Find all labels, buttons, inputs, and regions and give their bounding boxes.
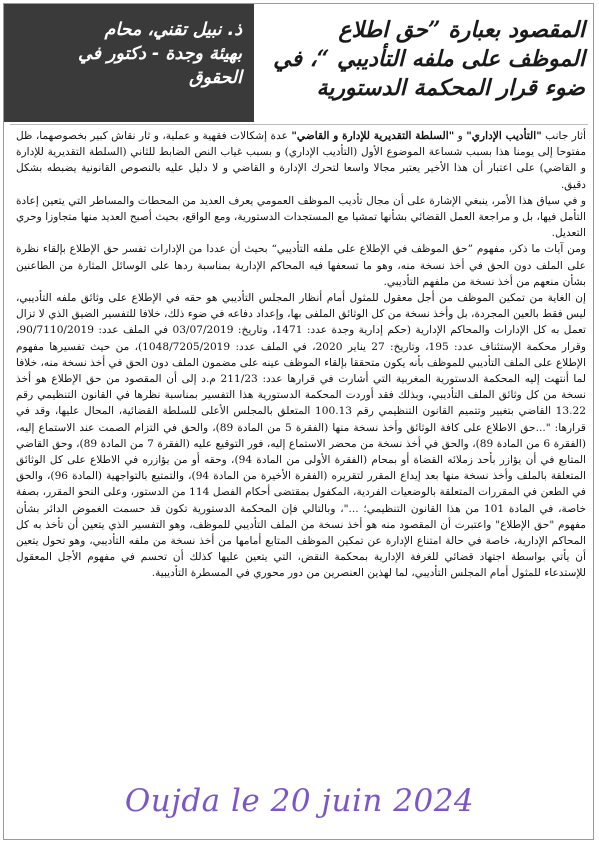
author-line-3: الحقوق — [189, 68, 242, 88]
paragraph-2: و في سياق هذا الأمر، ينبغي الإشارة على أن مجال تأديب الموظف العمومي يعرف العديد من المحطات والمساطر التي يتعين إعادة التأمل فيها، بل و مراجعة العمل القضائي بشأنها تمشيا مع المستجدات الدستورية، ومع الواقع، بحيث أصبح العديد منها متجاوزا وحري التعديل. — [16, 194, 586, 240]
article-body — [16, 128, 586, 582]
article-title — [259, 6, 589, 120]
paragraph-4: إن الغاية من تمكين الموظف من أجل معقول للمثول أمام أنظار المجلس التأديبي هو حقه في الإطلاع على وثائق ملفه التأديبي، ليس فقط بالعين المجردة، بل وأخذ نسخة من كل الوثائق الملفى بها، وإعداد دفاعه في ضوء ذلك، خلافا للتفسير الضيق الذي لا تزال تعمل به كل الإدارات والمحاكم الإدارية (حكم إدارية وجدة عدد: 1471، وتاريخ: 03/07/2019 في الملف عدد: 90/7110/2019، وقرار محكمة الإستئناف عدد: 195، وتاريخ: 27 يناير 2020، في الملف عدد: 1048/7205/2019)، من حيث تفسيرها مفهوم الإطلاع على الملف التأديبي للموظف بأنه يكون متحققا بإلقاء الموظف عينه على مضمون الملف دون الحق في أخذ نسخة منه، خلافا لما أنتهت إليه المحكمة الدستورية المغربية التي أشارت في قرارها عدد: 211/23 م.د إلى أن المقصود من حق الإطلاع هو أخذ نسخة من كل وثائق الملف التأديبي، وبذلك فقد أوردت المحكمة الدستورية هذا التفسير بمناسبة نظرها في القانون التنظيمي رقم 13.22 القاضي بتغيير وتتميم القانون التنظيمي رقم 100.13 المتعلق بالمجلس الأعلى للسلطة القضائية، المحال عليها، وقد في قرارها: "...حق الاطلاع على كافة الوثائق وأخذ نسخة منها (الفقرة 5 من المادة 89)، والحق في التزام الصمت عند الاستماع إليه، (الفقرة 6 من المادة 89)، والحق في أخذ نسخة من محضر الاستماع إليه، فور التوقيع عليه (الفقرة 7 من المادة 89)، وحق القاضي المتابع في أن يؤازر بأحد زملائه القضاة أو بمحام (الفقرة الأولى من المادة 94)، وحقه أو من يؤازره في الاطلاع على كل الوثائق المتعلقة بالملف وأخذ نسخة منها بعد إيداع المقرر لتقريره (الفقرة الأخيرة من المادة 94)، والتمتيع بالتواجهية (المادة 96)، والحق في الطعن في المقررات المتعلقة بالوضعيات الفردية، المكفول بمقتضى أحكام الفصل 114 من الدستور، وعلى النحو المقرر، بصفة خاصة، في المادة 101 من هذا القانون التنظيمي؛ ..."، وبالتالي فإن المحكمة الدستورية تكون قد حسمت الغموض الدائر بشأن مفهوم "حق الإطلاع" واعتبرت أن المقصود منه هو أخذ نسخة من الملف التأديبي للموظف، وهو التفسير الذي يتعين أن تأخذ به كل المحاكم الإدارية، خاصة في حالة امتناع الإدارة عن تمكين الموظف المتابع أمامها من أخذ نسخة من ملفه التأديبي، وهو تحول يتعين أن يأتي بواسطة اجتهاد قضائي للغرفة الإدارية بمحكمة النقض، التي يتعين عليها كذلك أن تحسم في مفهوم الأجل المعقول للإستدعاء للمثول أمام المجلس التأديبي، لما لهذين العنصرين من دور محوري في المسطرة التأديبية. — [15, 292, 587, 580]
signature-date: Oujda le 20 juin 2024 — [124, 783, 475, 819]
term-discretionary-power: "السلطة التقديرية للإدارة و القاضي" — [291, 130, 455, 142]
article-header — [4, 4, 595, 122]
author-box — [4, 4, 254, 122]
paragraph-3: ومن آيات ما ذكر، مفهوم ”حق الموظف في الإطلاع على ملفه التأديبي“ بحيث أن عددا من الإدارات تفسر حق الإطلاع بإلقاء نظرة على الملف دون الحق في أخذ نسخة منه، وهو ما تسعفها فيه المحاكم الإدارية بمناسبة ردها على الوسائل المثارة من الطاعنين بشأن منعهم من أخذ نسخة من ملفهم التأديبي. — [16, 243, 586, 288]
title-line-1: المقصود بعبارة ”حق اطلاع — [338, 17, 585, 43]
author-line-1: ذ. نبيل تقني، محام — [104, 20, 242, 40]
paragraph-1-rest: عدة إشكالات فقهية و عملية، و ثار نقاش كبير بخصوصهما، ظل مفتوحا إلى يومنا هذا بسبب شساعة الموضوع الأول (التأديب الإداري) و بسبب غياب النص الضابط للثاني (السلطة التقديرية للإدارة و القاضي) على اعتبار أن هذا الأخير يعتبر مجالا واسعا لتحرك الإدارة و القاضي و لا دليل عليه بالنصوص القانونية يضبطه بشكل دقيق. — [16, 130, 586, 191]
header-divider — [10, 124, 588, 125]
title-line-2: الموظف على ملفه التأديبي “، في — [273, 46, 585, 72]
term-administrative-discipline: "التأديب الإداري" — [466, 130, 542, 142]
paragraph-1-conjunction: و — [454, 130, 467, 142]
author-line-2: بهيئة وجدة - دكتور في — [78, 44, 242, 64]
paragraph-1 — [16, 128, 586, 193]
title-line-3: ضوء قرار المحكمة الدستورية — [316, 75, 585, 101]
paragraph-1-lead: أثار جانب — [541, 130, 586, 142]
